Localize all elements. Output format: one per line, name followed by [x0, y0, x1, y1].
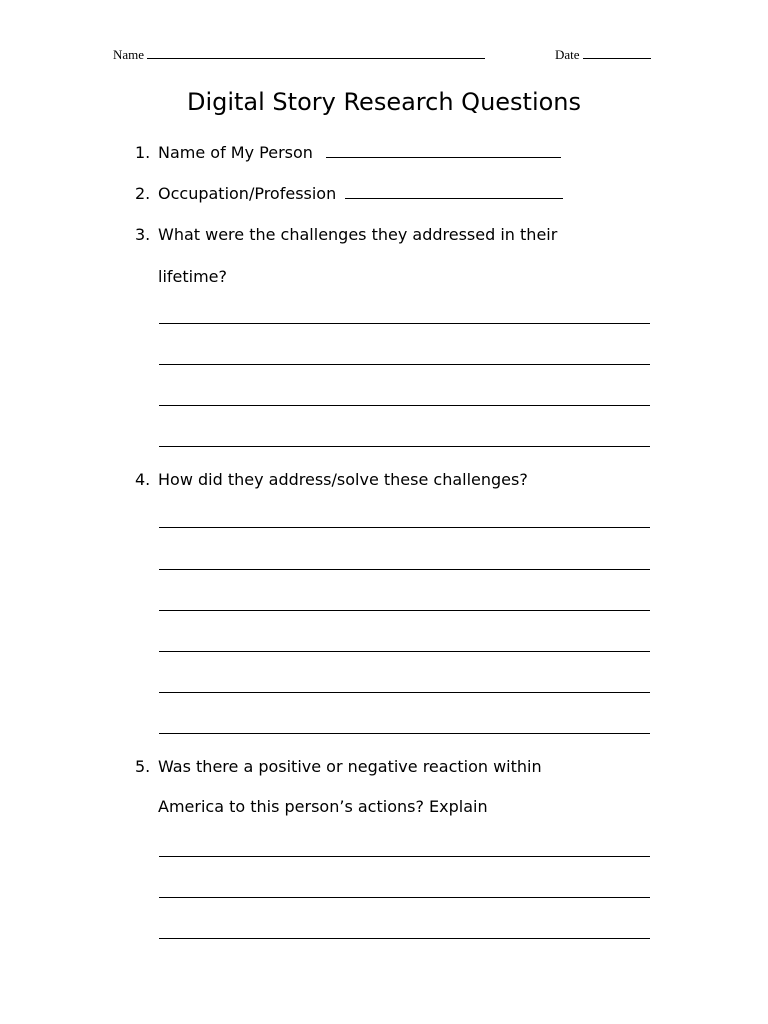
question-5-continuation: America to this person’s actions? Explain [158, 797, 488, 816]
question-4-text: How did they address/solve these challenges? [158, 470, 528, 489]
question-3: 3. What were the challenges they addressed in their [135, 225, 558, 244]
answer-line[interactable] [159, 897, 650, 898]
answer-line[interactable] [159, 569, 650, 570]
answer-line[interactable] [159, 405, 650, 406]
answer-line[interactable] [159, 323, 650, 324]
date-field-line[interactable] [583, 46, 651, 59]
answer-line[interactable] [159, 610, 650, 611]
question-5: 5. Was there a positive or negative reaction within [135, 757, 542, 776]
date-header [555, 46, 651, 63]
answer-line[interactable] [159, 527, 650, 528]
question-2-text: Occupation/Profession [158, 184, 337, 203]
name-label: Name [113, 47, 145, 62]
answer-line[interactable] [159, 733, 650, 734]
answer-line[interactable] [159, 856, 650, 857]
question-4: 4. How did they address/solve these challenges? [135, 470, 528, 489]
answer-line[interactable] [159, 651, 650, 652]
question-1: 1. Name of My Person [135, 143, 561, 162]
page-title: Digital Story Research Questions [186, 88, 582, 116]
question-2-answer-line[interactable] [345, 184, 563, 199]
date-label: Date [555, 47, 580, 62]
answer-line[interactable] [159, 364, 650, 365]
answer-line[interactable] [159, 938, 650, 939]
question-2: 2. Occupation/Profession [135, 184, 563, 203]
name-field-line[interactable] [147, 46, 485, 59]
question-3-text: What were the challenges they addressed in their [158, 225, 558, 244]
question-3-continuation: lifetime? [158, 267, 228, 286]
question-5-text: Was there a positive or negative reaction within [158, 757, 542, 776]
question-1-answer-line[interactable] [326, 143, 561, 158]
question-1-text: Name of My Person [158, 143, 313, 162]
answer-line[interactable] [159, 446, 650, 447]
answer-line[interactable] [159, 692, 650, 693]
name-header [113, 46, 485, 63]
